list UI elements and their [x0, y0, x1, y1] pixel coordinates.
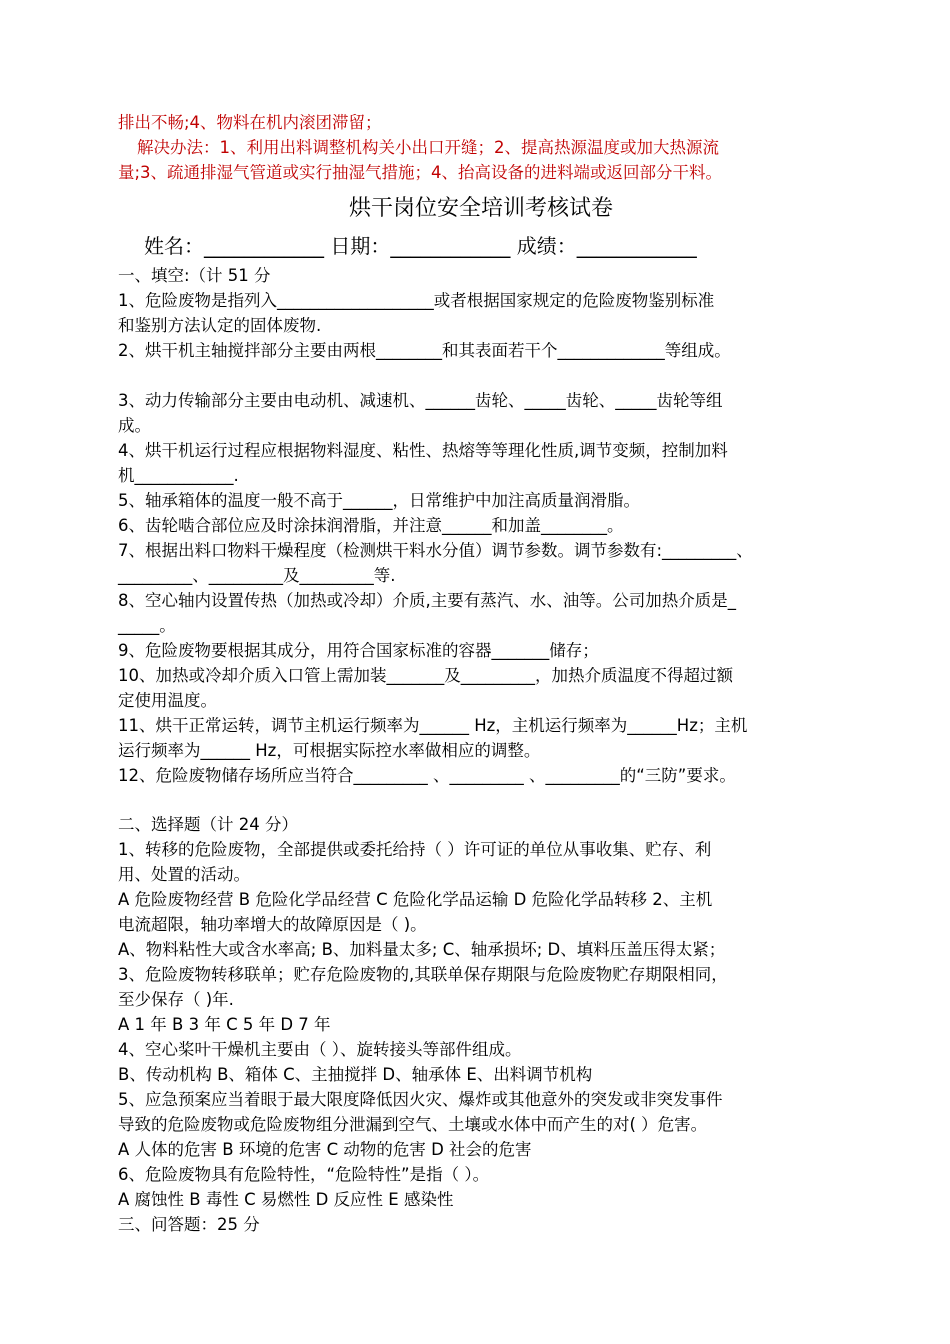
- section1-line: [118, 363, 844, 388]
- section1-line: 11、烘干正常运转，调节主机运行频率为______ Hz，主机运行频率为______Hz；主机: [118, 716, 748, 735]
- section1-line: 6、齿轮啮合部位应及时涂抹润滑脂，并注意______和加盖________。: [118, 516, 624, 535]
- section2-body: [118, 837, 844, 1212]
- section2-line: A 1 年 B 3 年 C 5 年 D 7 年: [118, 1015, 331, 1034]
- section2-line: 4、空心桨叶干燥机主要由（ ）、旋转接头等部件组成。: [118, 1040, 522, 1059]
- section1-line: 8、空心轴内设置传热（加热或冷却）介质,主要有蒸汽、水、油等。公司加热介质是_: [118, 591, 736, 610]
- section3-heading: 三、问答题：25 分: [118, 1215, 260, 1234]
- section1-line: 9、危险废物要根据其成分，用符合国家标准的容器_______储存；: [118, 641, 599, 660]
- intro-line-3: 量;3、疏通排湿气管道或实行抽湿气措施；4、抬高设备的进料端或返回部分干料。: [118, 163, 723, 182]
- page-title: 烘干岗位安全培训考核试卷: [348, 196, 613, 221]
- section1-line: _____。: [118, 616, 176, 635]
- section1-line: 2、烘干机主轴搅拌部分主要由两根________和其表面若干个_____________等组成。: [118, 341, 731, 360]
- section2-line: A 危险废物经营 B 危险化学品经营 C 危险化学品运输 D 危险化学品转移 2、主机: [118, 890, 713, 909]
- section1-line: 3、动力传输部分主要由电动机、减速机、______齿轮、_____齿轮、_____齿轮等组: [118, 391, 723, 410]
- section1-heading: 一、填空:（计 51 分: [118, 266, 271, 285]
- section2-line: 至少保存（ )年.: [118, 990, 234, 1009]
- section1-line: _________、_________及_________等.: [118, 566, 396, 585]
- section1-line: 10、加热或冷却介质入口管上需加装_______及_________，加热介质温度不得超过额: [118, 666, 733, 685]
- section2-line: 用、处置的活动。: [118, 865, 250, 884]
- exam-page: [118, 110, 844, 1237]
- section2-line: B、传动机构 B、箱体 C、主抽搅拌 D、轴承体 E、出料调节机构: [118, 1065, 593, 1084]
- section2-line: A 腐蚀性 B 毒性 C 易燃性 D 反应性 E 感染性: [118, 1190, 454, 1209]
- section2-line: 导致的危险废物或危险废物组分泄漏到空气、土壤或水体中而产生的对( ）危害。: [118, 1115, 708, 1134]
- section2-line: A 人体的危害 B 环境的危害 C 动物的危害 D 社会的危害: [118, 1140, 532, 1159]
- section1-line: 和鉴别方法认定的固体废物.: [118, 316, 322, 335]
- section1-line: 运行频率为______ Hz，可根据实际控水率做相应的调整。: [118, 741, 541, 760]
- intro-line-2: 解决办法：1、利用出料调整机构关小出口开缝；2、提高热源温度或加大热源流: [137, 138, 719, 157]
- intro-line-1: 排出不畅;4、物料在机内滚团滞留；: [118, 113, 382, 132]
- section2-line: A、物料粘性大或含水率高; B、加料量太多; C、轴承损坏; D、填料压盖压得太紧；: [118, 940, 726, 959]
- spacer: [118, 788, 844, 812]
- section1-body: [118, 288, 844, 788]
- section1-line: 定使用温度。: [118, 691, 217, 710]
- section2-line: 电流超限，轴功率增大的故障原因是（ )。: [118, 915, 427, 934]
- section2-heading: 二、选择题（计 24 分）: [118, 815, 298, 834]
- section2-line: 3、危险废物转移联单；贮存危险废物的,其联单保存期限与危险废物贮存期限相同，: [118, 965, 728, 984]
- section1-line: 机____________.: [118, 466, 239, 485]
- section1-line: 5、轴承箱体的温度一般不高于______，日常维护中加注高质量润滑脂。: [118, 491, 640, 510]
- section2-line: 1、转移的危险废物，全部提供或委托给持（ ）许可证的单位从事收集、贮存、利: [118, 840, 712, 859]
- section1-line: 12、危险废物储存场所应当符合_________ 、_________ 、_________的“三防”要求。: [118, 766, 736, 785]
- student-info-line: 姓名：____________ 日期：____________ 成绩：____________: [144, 234, 697, 258]
- section1-line: 1、危险废物是指列入___________________或者根据国家规定的危险废物鉴别标准: [118, 291, 715, 310]
- section1-line: 成。: [118, 416, 151, 435]
- section1-line: 4、烘干机运行过程应根据物料湿度、粘性、热熔等等理化性质,调节变频，控制加料: [118, 441, 728, 460]
- section1-line: 7、根据出料口物料干燥程度（检测烘干料水分值）调节参数。调节参数有:_________、: [118, 541, 753, 560]
- section2-line: 5、应急预案应当着眼于最大限度降低因火灾、爆炸或其他意外的突发或非突发事件: [118, 1090, 723, 1109]
- section2-line: 6、危险废物具有危险特性，“危险特性”是指（ ）。: [118, 1165, 490, 1184]
